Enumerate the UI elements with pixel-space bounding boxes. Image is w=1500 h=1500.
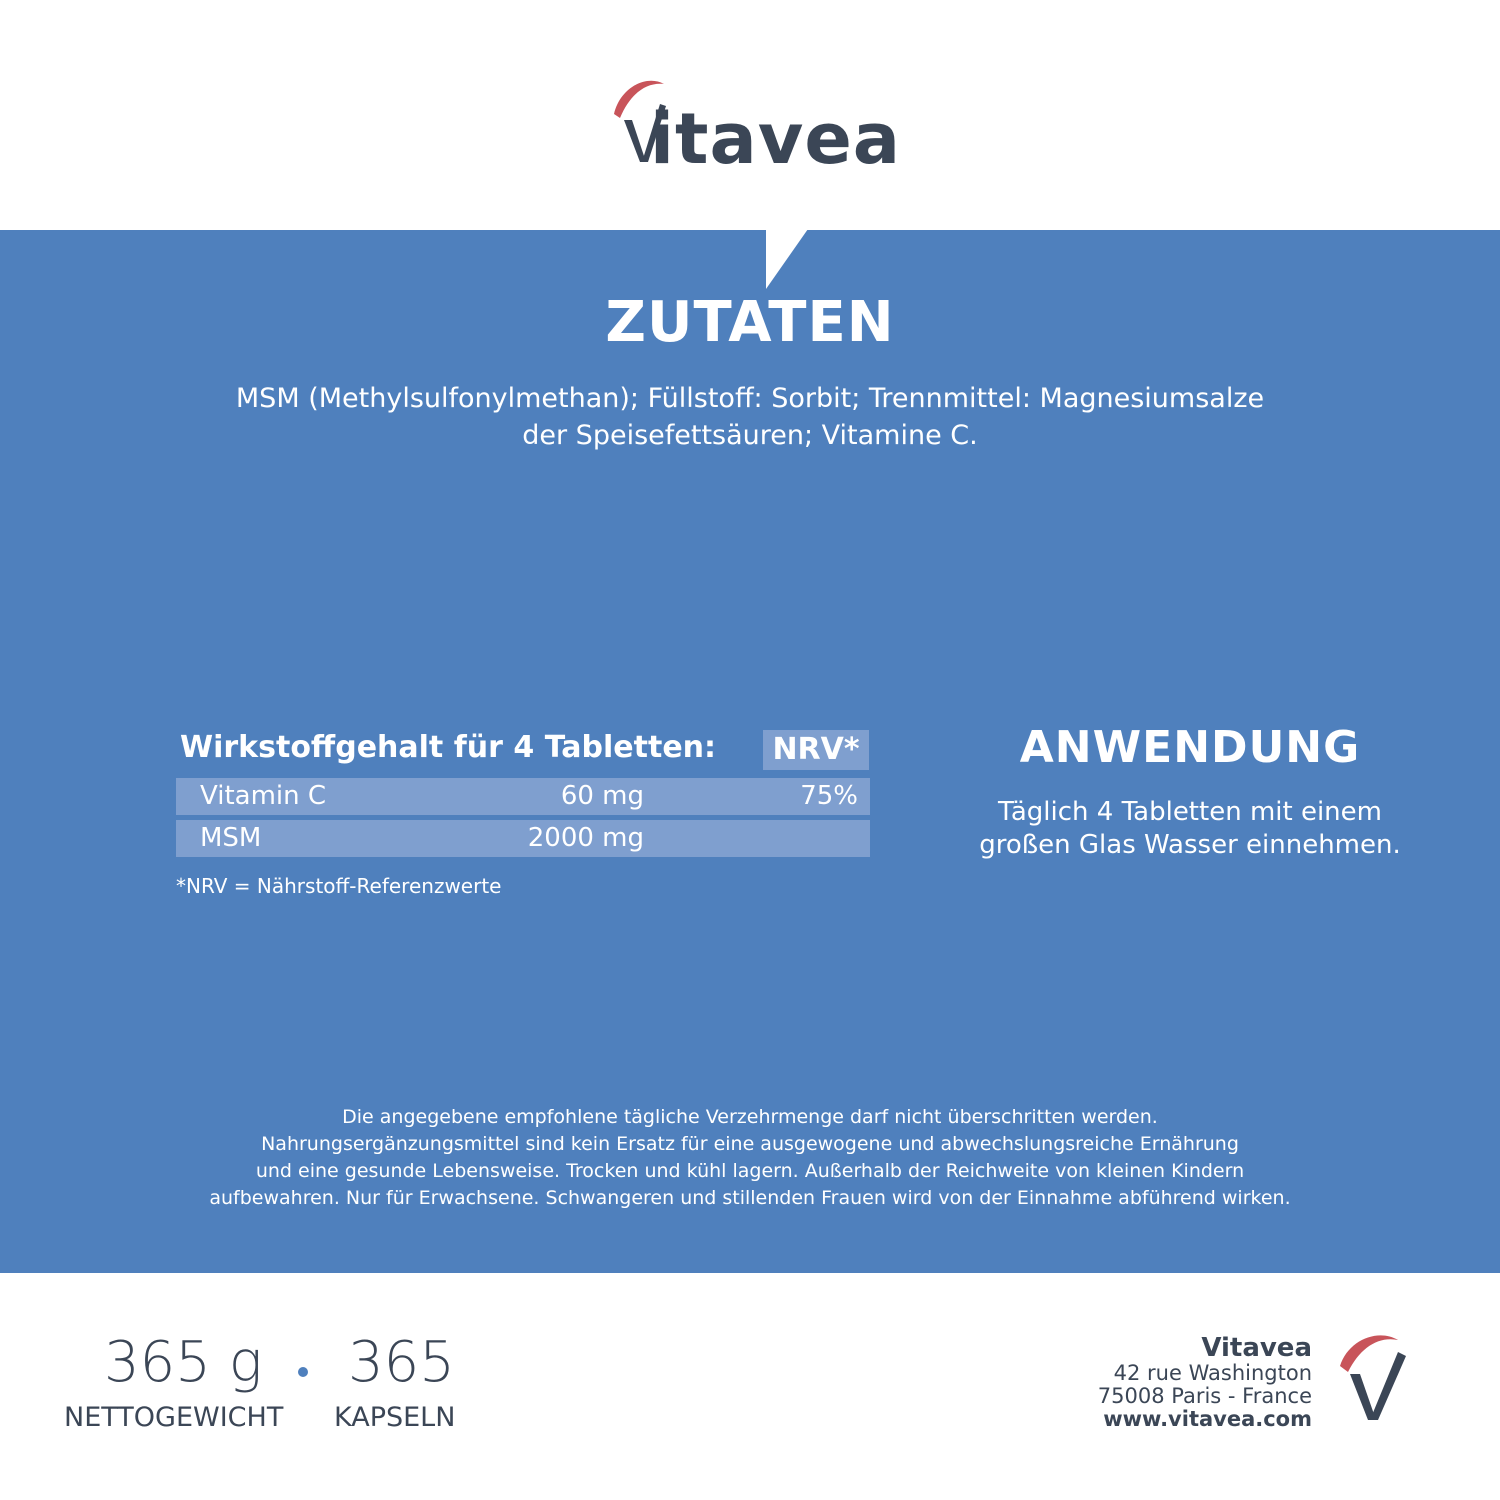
logo-wordmark: itavea	[650, 98, 902, 180]
company-name: Vitavea	[1201, 1333, 1312, 1363]
usage-text	[940, 796, 1440, 862]
address-city: 75008 Paris - France	[1097, 1384, 1312, 1408]
nutrient-name: MSM	[200, 823, 262, 853]
disclaimer-line: Die angegebene empfohlene tägliche Verzehrmenge darf nicht überschritten werden.	[342, 1106, 1158, 1128]
ingredients-line: MSM (Methylsulfonylmethan); Füllstoff: Sorbit; Trennmittel: Magnesiumsalze	[235, 383, 1265, 414]
nutrient-nrv: 75%	[800, 781, 858, 811]
disclaimer-line: aufbewahren. Nur für Erwachsene. Schwangeren und stillenden Frauen wird von der Einnahme abführend wirken.	[209, 1187, 1291, 1209]
nrv-footnote: *NRV = Nährstoff-Referenzwerte	[176, 874, 502, 898]
ingredients-line: der Speisefettsäuren; Vitamine C.	[522, 420, 978, 451]
usage-line: großen Glas Wasser einnehmen.	[979, 830, 1401, 860]
usage-line: Täglich 4 Tabletten mit einem	[998, 797, 1382, 827]
disclaimer-line: Nahrungsergänzungsmittel sind kein Ersatz für eine ausgewogene und abwechslungsreiche Ernährung	[261, 1133, 1239, 1155]
nrv-header: NRV*	[763, 730, 869, 770]
capsule-count-value: 365	[348, 1330, 455, 1395]
address-street: 42 rue Washington	[1113, 1361, 1312, 1385]
net-weight-label: NETTOGEWICHT	[64, 1402, 284, 1433]
speech-notch	[766, 229, 810, 291]
header	[0, 0, 1500, 230]
ingredients-text	[150, 380, 1350, 454]
nutrient-amount: 60 mg	[560, 781, 644, 811]
nutrient-amount: 2000 mg	[527, 823, 644, 853]
table-row	[176, 778, 870, 815]
table-row	[176, 820, 870, 857]
disclaimer	[60, 1104, 1440, 1212]
website-link[interactable]: www.vitavea.com	[1103, 1407, 1312, 1431]
separator-dot	[298, 1367, 308, 1377]
ingredients-title: ZUTATEN	[605, 290, 895, 355]
capsule-count-label: KAPSELN	[334, 1402, 456, 1433]
logo-v-mark-icon	[1336, 1330, 1416, 1426]
net-weight-value: 365 g	[104, 1330, 263, 1395]
nutrient-name: Vitamin C	[200, 781, 327, 811]
disclaimer-line: und eine gesunde Lebensweise. Trocken und kühl lagern. Außerhalb der Reichweite von kleinen Kindern	[255, 1160, 1245, 1182]
nutrition-heading: Wirkstoffgehalt für 4 Tabletten:	[180, 730, 717, 765]
usage-title: ANWENDUNG	[1019, 722, 1361, 773]
brand-logo	[606, 74, 906, 180]
company-address	[1098, 1334, 1312, 1431]
